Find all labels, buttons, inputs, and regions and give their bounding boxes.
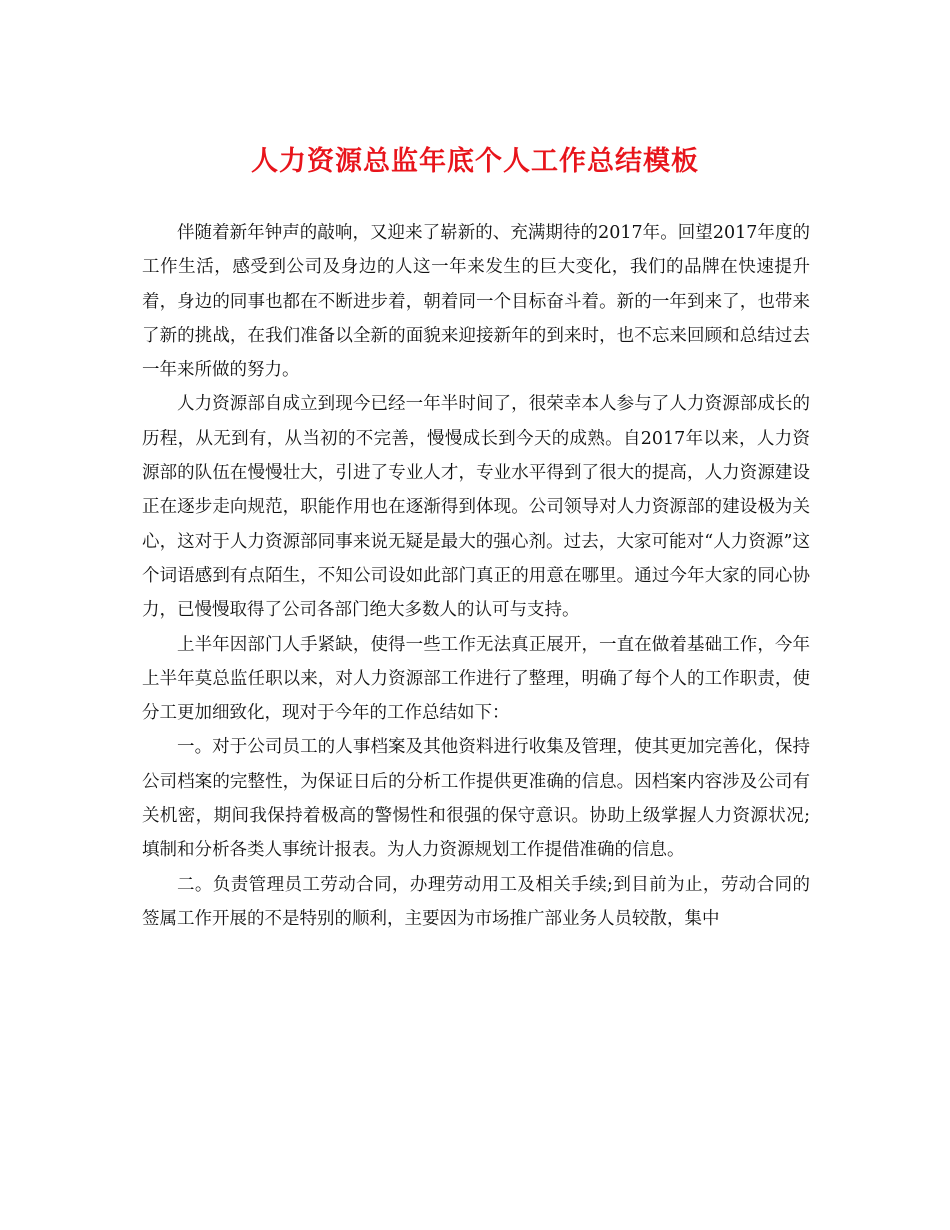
document-title: 人力资源总监年底个人工作总结模板 bbox=[251, 146, 699, 177]
paragraph-first-half-summary: 上半年因部门人手紧缺，使得一些工作无法真正展开，一直在做着基础工作，今年上半年莫总监任职以来，对人力资源部工作进行了整理，明确了每个人的工作职责，使分工更加细致化，现对于今年的工作总结如下： bbox=[142, 634, 810, 724]
paragraph-intro: 伴随着新年钟声的敲响，又迎来了崭新的、充满期待的2017年。回望2017年度的工作生活，感受到公司及身边的人这一年来发生的巨大变化，我们的品牌在快速提升着，身边的同事也都在不断进步着，朝着同一个目标奋斗着。新的一年到来了，也带来了新的挑战，在我们准备以全新的面貌来迎接新年的到来时，也不忘来回顾和总结过去一年来所做的努力。 bbox=[142, 223, 810, 381]
paragraph-item-two: 二。负责管理员工劳动合同，办理劳动用工及相关手续;到目前为止，劳动合同的签属工作开展的不是特别的顺利，主要因为市场推广部业务人员较散，集中 bbox=[142, 874, 810, 929]
paragraph-item-one: 一。对于公司员工的人事档案及其他资料进行收集及管理，使其更加完善化，保持公司档案的完整性，为保证日后的分析工作提供更准确的信息。因档案内容涉及公司有关机密，期间我保持着极高的警惕性和很强的保守意识。协助上级掌握人力资源状况;填制和分析各类人事统计报表。为人力资源规划工作提借准确的信息。 bbox=[142, 737, 810, 861]
document-body bbox=[142, 216, 810, 936]
paragraph-department-history: 人力资源部自成立到现今已经一年半时间了，很荣幸本人参与了人力资源部成长的历程，从无到有，从当初的不完善，慢慢成长到今天的成熟。自2017年以来，人力资源部的队伍在慢慢壮大，引进了专业人才，专业水平得到了很大的提高，人力资源建设正在逐步走向规范，职能作用也在逐渐得到体现。公司领导对人力资源部的建设极为关心，这对于人力资源部同事来说无疑是最大的强心剂。过去，大家可能对“人力资源”这个词语感到有点陌生，不知公司设如此部门真正的用意在哪里。通过今年大家的同心协力，已慢慢取得了公司各部门绝大多数人的认可与支持。 bbox=[142, 394, 810, 621]
